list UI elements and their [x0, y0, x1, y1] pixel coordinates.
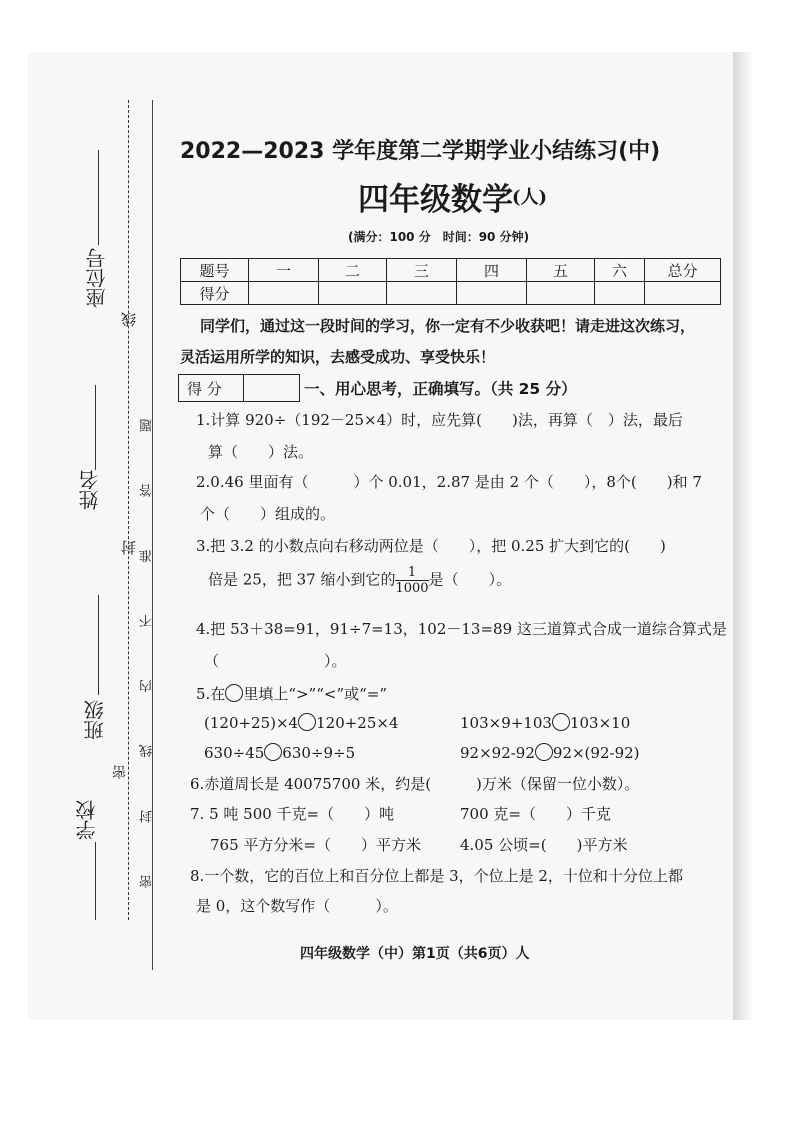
- item-d-right: 92×(92-92): [552, 744, 640, 762]
- question-2-line-2: 个（ ）组成的。: [200, 505, 336, 523]
- compare-circle-icon[interactable]: [264, 743, 282, 761]
- question-5-title: [196, 683, 387, 704]
- secret-mark: 密: [112, 765, 128, 779]
- question-7-b: 700 克=（ ）千克: [460, 805, 611, 823]
- question-7-a: 7. 5 吨 500 千克=（ ）吨: [190, 805, 395, 823]
- edition-mark: (人): [512, 187, 548, 208]
- item-c-left: 630÷45: [204, 744, 265, 762]
- seal-mark: 封: [120, 540, 138, 555]
- section1-score-box: [178, 374, 300, 402]
- compare-circle-icon[interactable]: [298, 713, 316, 731]
- column-1: 一: [249, 259, 319, 282]
- compare-circle-icon[interactable]: [552, 713, 570, 731]
- question-4-line-1: 4.把 53＋38=91，91÷7=13，102－13=89 这三道算式合成一道综合算式是: [196, 620, 727, 638]
- column-6: 六: [595, 259, 645, 282]
- question-5-text-a: 5.在: [196, 685, 226, 703]
- seat-label: 座位号: [85, 248, 109, 308]
- item-c-right: 630÷9÷5: [282, 744, 356, 762]
- column-2: 二: [319, 259, 387, 282]
- question-1-line-2: 算（ ）法。: [208, 443, 314, 461]
- question-3-text-a: 倍是 25，把 37 缩小到它的: [208, 570, 396, 589]
- section1-heading: 一、用心思考，正确填写。（共 25 分）: [304, 380, 577, 398]
- column-3: 三: [387, 259, 457, 282]
- fraction-denominator: 1000: [395, 581, 429, 596]
- intro-line-1: 同学们，通过这一段时间的学习，你一定有不少收获吧！请走进这次练习，: [200, 317, 696, 335]
- question-8-line-2: 是 0，这个数写作（ ）。: [196, 897, 398, 915]
- score-cell[interactable]: [319, 282, 387, 305]
- item-a-left: (120+25)×4: [204, 714, 299, 732]
- row-header-number: 题号: [181, 259, 249, 282]
- name-blank: [95, 385, 96, 470]
- name-label: 姓名: [78, 470, 102, 510]
- score-cell[interactable]: [595, 282, 645, 305]
- score-cell[interactable]: [527, 282, 595, 305]
- page-edge-shadow: [733, 52, 753, 1020]
- class-blank: [98, 595, 99, 695]
- row-header-score: 得分: [181, 282, 249, 305]
- question-2-line-1: 2.0.46 里面有（ ）个 0.01，2.87 是由 2 个（ ），8个( )和 7: [196, 473, 702, 491]
- section1-score-divider: [243, 375, 244, 401]
- seat-blank: [98, 150, 99, 245]
- question-3-line-1: 3.把 3.2 的小数点向右移动两位是（ ），把 0.25 扩大到它的( ): [196, 537, 666, 555]
- question-5-text-b: 里填上“>”“<”或“=”: [243, 685, 388, 703]
- question-5-item-d: [460, 743, 640, 762]
- question-5-item-b: [460, 713, 630, 732]
- compare-circle-icon: [225, 684, 243, 702]
- fraction-one-thousandth: [395, 565, 428, 596]
- question-8-line-1: 8.一个数，它的百位上和百分位上都是 3，个位上是 2，十位和十分位上都: [190, 867, 683, 885]
- margin-line-left: [128, 100, 129, 920]
- item-d-left: 92×92-92: [460, 744, 535, 762]
- section1-score-label: 得 分: [187, 380, 222, 398]
- item-b-left: 103×9+103: [460, 714, 552, 732]
- column-total: 总分: [645, 259, 721, 282]
- line-mark: 线: [120, 312, 138, 327]
- score-cell[interactable]: [645, 282, 721, 305]
- exam-title: 2022—2023 学年度第二学期学业小结练习(中): [180, 139, 661, 164]
- question-4-line-2: （ ）。: [204, 652, 347, 670]
- class-label: 班级: [83, 700, 107, 740]
- school-blank: [95, 842, 96, 920]
- question-5-item-c: [204, 743, 355, 762]
- question-3-text-b: 是（ ）。: [428, 570, 512, 589]
- question-3-line-2: [208, 565, 511, 596]
- item-a-right: 120+25×4: [316, 714, 399, 732]
- question-7-d: 4.05 公顷=( )平方米: [460, 836, 628, 854]
- score-cell[interactable]: [387, 282, 457, 305]
- column-4: 四: [457, 259, 527, 282]
- page-footer: 四年级数学（中）第1页（共6页）人: [300, 946, 530, 962]
- subject-title: 四年级数学: [358, 182, 513, 218]
- fraction-numerator: 1: [395, 565, 428, 581]
- item-b-right: 103×10: [569, 714, 631, 732]
- school-label: 学校: [75, 800, 99, 840]
- score-cell[interactable]: [249, 282, 319, 305]
- question-6: 6.赤道周长是 40075700 米，约是( )万米（保留一位小数）。: [190, 775, 640, 793]
- score-table-score-row: [181, 282, 721, 305]
- score-table: [180, 258, 721, 305]
- question-7-c: 765 平方分米=（ ）平方米: [210, 836, 421, 854]
- score-table-header-row: [181, 259, 721, 282]
- question-5-item-a: [204, 713, 399, 732]
- compare-circle-icon[interactable]: [535, 743, 553, 761]
- score-cell[interactable]: [457, 282, 527, 305]
- column-5: 五: [527, 259, 595, 282]
- question-1-line-1: 1.计算 920÷（192－25×4）时，应先算( )法，再算（ ）法，最后: [196, 411, 683, 429]
- exam-meta: (满分：100 分 时间：90 分钟): [348, 230, 530, 244]
- no-answer-notice: 密 封 线 内 不 准 答 题: [140, 395, 155, 888]
- intro-line-2: 灵活运用所学的知识，去感受成功、享受快乐！: [180, 348, 496, 366]
